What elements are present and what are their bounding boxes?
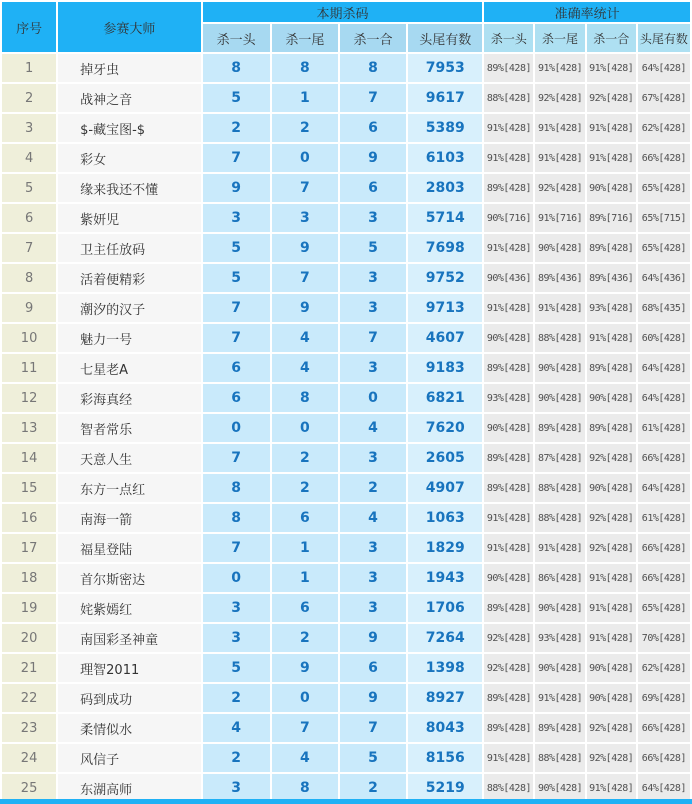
kill-sum-cell: 4 [340, 414, 406, 442]
table-row [2, 444, 690, 472]
headtail-number-cell: 8927 [408, 684, 482, 712]
kill-head-cell: 2 [203, 684, 270, 712]
acc-head-cell: 89%[428] [484, 354, 533, 382]
master-name-cell: 理智2011 [58, 654, 200, 682]
subheader-acc-headtail: 头尾有数 [638, 24, 690, 52]
index-cell: 18 [2, 564, 56, 592]
kill-head-cell: 8 [203, 474, 270, 502]
acc-head-cell: 90%[436] [484, 264, 533, 292]
acc-sum-cell: 91%[428] [587, 624, 636, 652]
index-cell: 13 [2, 414, 56, 442]
acc-tail-cell: 90%[428] [535, 354, 584, 382]
subheader-kill-headtail: 头尾有数 [408, 24, 482, 52]
headtail-number-cell: 7953 [408, 54, 482, 82]
kill-tail-cell: 4 [272, 744, 338, 772]
index-cell: 14 [2, 444, 56, 472]
table-row [2, 474, 690, 502]
kill-tail-cell: 4 [272, 324, 338, 352]
index-cell: 7 [2, 234, 56, 262]
acc-headtail-cell: 61%[428] [638, 504, 690, 532]
acc-sum-cell: 92%[428] [587, 714, 636, 742]
master-name-cell: 缘来我还不懂 [58, 174, 200, 202]
index-cell: 24 [2, 744, 56, 772]
master-name-cell: 码到成功 [58, 684, 200, 712]
kill-tail-cell: 4 [272, 354, 338, 382]
acc-sum-cell: 90%[428] [587, 474, 636, 502]
acc-head-cell: 90%[428] [484, 564, 533, 592]
kill-sum-cell: 3 [340, 204, 406, 232]
index-cell: 16 [2, 504, 56, 532]
table-row [2, 54, 690, 82]
kill-tail-cell: 7 [272, 174, 338, 202]
acc-head-cell: 90%[428] [484, 414, 533, 442]
master-name-cell: 姹紫嫣红 [58, 594, 200, 622]
kill-sum-cell: 0 [340, 384, 406, 412]
table-row [2, 384, 690, 412]
headtail-number-cell: 1829 [408, 534, 482, 562]
acc-sum-cell: 90%[428] [587, 174, 636, 202]
acc-head-cell: 91%[428] [484, 114, 533, 142]
acc-tail-cell: 89%[436] [535, 264, 584, 292]
headtail-number-cell: 4607 [408, 324, 482, 352]
acc-sum-cell: 90%[428] [587, 684, 636, 712]
kill-sum-cell: 9 [340, 684, 406, 712]
headtail-number-cell: 1398 [408, 654, 482, 682]
subheader-acc-head: 杀一头 [484, 24, 533, 52]
kill-tail-cell: 7 [272, 714, 338, 742]
kill-tail-cell: 3 [272, 204, 338, 232]
master-name-cell: 福星登陆 [58, 534, 200, 562]
index-cell: 9 [2, 294, 56, 322]
kill-tail-cell: 7 [272, 264, 338, 292]
subheader-kill-sum: 杀一合 [340, 24, 406, 52]
master-name-cell: 魅力一号 [58, 324, 200, 352]
kill-sum-cell: 6 [340, 114, 406, 142]
acc-head-cell: 89%[428] [484, 444, 533, 472]
kill-sum-cell: 2 [340, 474, 406, 502]
kill-sum-cell: 7 [340, 714, 406, 742]
kill-head-cell: 5 [203, 84, 270, 112]
kill-head-cell: 5 [203, 654, 270, 682]
acc-headtail-cell: 62%[428] [638, 114, 690, 142]
kill-head-cell: 8 [203, 504, 270, 532]
master-name-cell: 活着便精彩 [58, 264, 200, 292]
kill-sum-cell: 3 [340, 354, 406, 382]
acc-sum-cell: 91%[428] [587, 594, 636, 622]
acc-headtail-cell: 66%[428] [638, 534, 690, 562]
acc-head-cell: 92%[428] [484, 654, 533, 682]
master-name-cell: 智者常乐 [58, 414, 200, 442]
acc-headtail-cell: 65%[428] [638, 174, 690, 202]
kill-tail-cell: 6 [272, 504, 338, 532]
table-body [2, 54, 690, 802]
index-cell: 2 [2, 84, 56, 112]
index-cell: 11 [2, 354, 56, 382]
acc-head-cell: 92%[428] [484, 624, 533, 652]
kill-head-cell: 7 [203, 444, 270, 472]
acc-sum-cell: 89%[716] [587, 204, 636, 232]
headtail-number-cell: 9752 [408, 264, 482, 292]
table-row [2, 654, 690, 682]
bottom-blue-bar [0, 799, 692, 804]
acc-headtail-cell: 60%[428] [638, 324, 690, 352]
acc-head-cell: 88%[428] [484, 84, 533, 112]
table-row [2, 564, 690, 592]
kill-tail-cell: 2 [272, 624, 338, 652]
acc-head-cell: 91%[428] [484, 504, 533, 532]
kill-head-cell: 3 [203, 774, 270, 802]
table-row [2, 204, 690, 232]
acc-head-cell: 89%[428] [484, 54, 533, 82]
headtail-number-cell: 1063 [408, 504, 482, 532]
index-cell: 23 [2, 714, 56, 742]
index-cell: 1 [2, 54, 56, 82]
master-name-cell: $-藏宝图-$ [58, 114, 200, 142]
headtail-number-cell: 1706 [408, 594, 482, 622]
kill-tail-cell: 9 [272, 234, 338, 262]
headtail-number-cell: 4907 [408, 474, 482, 502]
master-name-cell: 风信子 [58, 744, 200, 772]
index-cell: 5 [2, 174, 56, 202]
acc-headtail-cell: 69%[428] [638, 684, 690, 712]
table-row [2, 174, 690, 202]
table-row [2, 324, 690, 352]
acc-tail-cell: 88%[428] [535, 504, 584, 532]
table-row [2, 144, 690, 172]
acc-head-cell: 89%[428] [484, 684, 533, 712]
acc-headtail-cell: 61%[428] [638, 414, 690, 442]
acc-headtail-cell: 64%[428] [638, 384, 690, 412]
acc-tail-cell: 91%[428] [535, 534, 584, 562]
acc-head-cell: 89%[428] [484, 174, 533, 202]
acc-tail-cell: 91%[716] [535, 204, 584, 232]
master-name-cell: 东湖高师 [58, 774, 200, 802]
master-name-cell: 首尔斯密达 [58, 564, 200, 592]
acc-sum-cell: 91%[428] [587, 54, 636, 82]
table-header [2, 2, 690, 52]
headtail-number-cell: 7698 [408, 234, 482, 262]
kill-sum-cell: 2 [340, 774, 406, 802]
kill-tail-cell: 2 [272, 474, 338, 502]
kill-head-cell: 2 [203, 114, 270, 142]
kill-head-cell: 9 [203, 174, 270, 202]
headtail-number-cell: 2803 [408, 174, 482, 202]
index-cell: 19 [2, 594, 56, 622]
headtail-number-cell: 7620 [408, 414, 482, 442]
kill-tail-cell: 9 [272, 294, 338, 322]
subheader-kill-tail: 杀一尾 [272, 24, 338, 52]
kill-sum-cell: 5 [340, 234, 406, 262]
acc-headtail-cell: 65%[428] [638, 234, 690, 262]
index-cell: 22 [2, 684, 56, 712]
acc-sum-cell: 93%[428] [587, 294, 636, 322]
index-cell: 17 [2, 534, 56, 562]
acc-head-cell: 90%[716] [484, 204, 533, 232]
acc-headtail-cell: 65%[715] [638, 204, 690, 232]
acc-sum-cell: 91%[428] [587, 564, 636, 592]
acc-sum-cell: 91%[428] [587, 774, 636, 802]
index-cell: 6 [2, 204, 56, 232]
acc-headtail-cell: 62%[428] [638, 654, 690, 682]
acc-sum-cell: 92%[428] [587, 84, 636, 112]
kill-sum-cell: 8 [340, 54, 406, 82]
acc-sum-cell: 92%[428] [587, 444, 636, 472]
acc-tail-cell: 88%[428] [535, 474, 584, 502]
kill-sum-cell: 3 [340, 564, 406, 592]
table-row [2, 624, 690, 652]
acc-headtail-cell: 66%[428] [638, 144, 690, 172]
acc-tail-cell: 88%[428] [535, 324, 584, 352]
kill-sum-cell: 7 [340, 324, 406, 352]
header-master: 参赛大师 [58, 2, 200, 52]
master-name-cell: 东方一点红 [58, 474, 200, 502]
acc-head-cell: 91%[428] [484, 294, 533, 322]
master-name-cell: 紫妍児 [58, 204, 200, 232]
master-name-cell: 彩女 [58, 144, 200, 172]
headtail-number-cell: 7264 [408, 624, 482, 652]
subheader-kill-head: 杀一头 [203, 24, 270, 52]
acc-headtail-cell: 64%[428] [638, 474, 690, 502]
acc-tail-cell: 87%[428] [535, 444, 584, 472]
acc-tail-cell: 91%[428] [535, 294, 584, 322]
acc-tail-cell: 91%[428] [535, 144, 584, 172]
kill-tail-cell: 0 [272, 414, 338, 442]
acc-headtail-cell: 66%[428] [638, 564, 690, 592]
acc-headtail-cell: 64%[428] [638, 354, 690, 382]
master-name-cell: 卫主任放码 [58, 234, 200, 262]
kill-head-cell: 2 [203, 744, 270, 772]
kill-tail-cell: 8 [272, 54, 338, 82]
kill-head-cell: 6 [203, 384, 270, 412]
acc-tail-cell: 90%[428] [535, 384, 584, 412]
headtail-number-cell: 6103 [408, 144, 482, 172]
acc-tail-cell: 92%[428] [535, 84, 584, 112]
index-cell: 21 [2, 654, 56, 682]
acc-sum-cell: 91%[428] [587, 144, 636, 172]
headtail-number-cell: 5714 [408, 204, 482, 232]
kill-head-cell: 5 [203, 264, 270, 292]
table-row [2, 114, 690, 142]
acc-tail-cell: 90%[428] [535, 594, 584, 622]
kill-sum-cell: 7 [340, 84, 406, 112]
kill-sum-cell: 5 [340, 744, 406, 772]
kill-tail-cell: 1 [272, 84, 338, 112]
index-cell: 12 [2, 384, 56, 412]
acc-headtail-cell: 66%[428] [638, 714, 690, 742]
acc-tail-cell: 90%[428] [535, 654, 584, 682]
kill-tail-cell: 2 [272, 444, 338, 472]
kill-head-cell: 0 [203, 414, 270, 442]
headtail-number-cell: 1943 [408, 564, 482, 592]
kill-head-cell: 7 [203, 324, 270, 352]
kill-head-cell: 7 [203, 534, 270, 562]
acc-tail-cell: 93%[428] [535, 624, 584, 652]
kill-head-cell: 8 [203, 54, 270, 82]
kill-sum-cell: 6 [340, 654, 406, 682]
master-name-cell: 潮汐的汉子 [58, 294, 200, 322]
table-row [2, 714, 690, 742]
kill-sum-cell: 4 [340, 504, 406, 532]
acc-headtail-cell: 65%[428] [638, 594, 690, 622]
table-row [2, 534, 690, 562]
master-name-cell: 战神之音 [58, 84, 200, 112]
table-row [2, 354, 690, 382]
index-cell: 3 [2, 114, 56, 142]
acc-tail-cell: 89%[428] [535, 714, 584, 742]
kill-head-cell: 3 [203, 624, 270, 652]
headtail-number-cell: 9713 [408, 294, 482, 322]
acc-sum-cell: 91%[428] [587, 114, 636, 142]
table-row [2, 264, 690, 292]
kill-sum-cell: 9 [340, 144, 406, 172]
kill-head-cell: 3 [203, 204, 270, 232]
master-name-cell: 南海一箭 [58, 504, 200, 532]
acc-sum-cell: 89%[428] [587, 414, 636, 442]
subheader-acc-tail: 杀一尾 [535, 24, 584, 52]
index-cell: 20 [2, 624, 56, 652]
subheader-acc-sum: 杀一合 [587, 24, 636, 52]
kill-sum-cell: 3 [340, 444, 406, 472]
headtail-number-cell: 6821 [408, 384, 482, 412]
kill-tail-cell: 8 [272, 384, 338, 412]
acc-tail-cell: 86%[428] [535, 564, 584, 592]
acc-head-cell: 88%[428] [484, 774, 533, 802]
acc-headtail-cell: 66%[428] [638, 444, 690, 472]
acc-head-cell: 90%[428] [484, 324, 533, 352]
master-name-cell: 柔情似水 [58, 714, 200, 742]
acc-head-cell: 89%[428] [484, 474, 533, 502]
headtail-number-cell: 5219 [408, 774, 482, 802]
headtail-number-cell: 8156 [408, 744, 482, 772]
header-index: 序号 [2, 2, 56, 52]
headtail-number-cell: 9183 [408, 354, 482, 382]
acc-headtail-cell: 67%[428] [638, 84, 690, 112]
acc-head-cell: 91%[428] [484, 144, 533, 172]
acc-tail-cell: 89%[428] [535, 414, 584, 442]
acc-tail-cell: 88%[428] [535, 744, 584, 772]
kill-sum-cell: 3 [340, 264, 406, 292]
kill-head-cell: 0 [203, 564, 270, 592]
index-cell: 8 [2, 264, 56, 292]
acc-sum-cell: 92%[428] [587, 504, 636, 532]
acc-headtail-cell: 68%[435] [638, 294, 690, 322]
acc-headtail-cell: 64%[428] [638, 54, 690, 82]
kill-head-cell: 7 [203, 294, 270, 322]
master-name-cell: 天意人生 [58, 444, 200, 472]
header-kill-group: 本期杀码 [203, 2, 483, 22]
kill-head-cell: 6 [203, 354, 270, 382]
table-row [2, 294, 690, 322]
master-name-cell: 掉牙虫 [58, 54, 200, 82]
acc-sum-cell: 90%[428] [587, 654, 636, 682]
table-row [2, 744, 690, 772]
kill-head-cell: 7 [203, 144, 270, 172]
acc-sum-cell: 90%[428] [587, 384, 636, 412]
acc-headtail-cell: 64%[428] [638, 774, 690, 802]
acc-sum-cell: 92%[428] [587, 534, 636, 562]
acc-headtail-cell: 64%[436] [638, 264, 690, 292]
kill-tail-cell: 1 [272, 534, 338, 562]
kill-sum-cell: 3 [340, 534, 406, 562]
acc-tail-cell: 92%[428] [535, 174, 584, 202]
table-row [2, 684, 690, 712]
master-name-cell: 七星老A [58, 354, 200, 382]
acc-sum-cell: 89%[428] [587, 354, 636, 382]
acc-headtail-cell: 66%[428] [638, 744, 690, 772]
kill-head-cell: 5 [203, 234, 270, 262]
kill-tail-cell: 0 [272, 684, 338, 712]
kill-sum-cell: 3 [340, 594, 406, 622]
acc-tail-cell: 91%[428] [535, 114, 584, 142]
acc-sum-cell: 89%[428] [587, 234, 636, 262]
kill-head-cell: 4 [203, 714, 270, 742]
master-name-cell: 彩海真经 [58, 384, 200, 412]
master-name-cell: 南国彩圣神童 [58, 624, 200, 652]
headtail-number-cell: 5389 [408, 114, 482, 142]
acc-tail-cell: 91%[428] [535, 684, 584, 712]
acc-headtail-cell: 70%[428] [638, 624, 690, 652]
acc-tail-cell: 91%[428] [535, 54, 584, 82]
headtail-number-cell: 8043 [408, 714, 482, 742]
index-cell: 25 [2, 774, 56, 802]
acc-sum-cell: 91%[428] [587, 324, 636, 352]
acc-head-cell: 93%[428] [484, 384, 533, 412]
acc-tail-cell: 90%[428] [535, 234, 584, 262]
kill-tail-cell: 6 [272, 594, 338, 622]
acc-head-cell: 91%[428] [484, 534, 533, 562]
table-row [2, 594, 690, 622]
header-accuracy-group: 准确率统计 [484, 2, 690, 22]
kill-sum-cell: 6 [340, 174, 406, 202]
acc-head-cell: 89%[428] [484, 594, 533, 622]
kill-tail-cell: 9 [272, 654, 338, 682]
acc-head-cell: 91%[428] [484, 744, 533, 772]
index-cell: 15 [2, 474, 56, 502]
header-row-groups [2, 2, 690, 22]
acc-head-cell: 91%[428] [484, 234, 533, 262]
kill-sum-cell: 3 [340, 294, 406, 322]
acc-tail-cell: 90%[428] [535, 774, 584, 802]
kill-tail-cell: 0 [272, 144, 338, 172]
table-row [2, 774, 690, 802]
acc-sum-cell: 89%[436] [587, 264, 636, 292]
kill-tail-cell: 2 [272, 114, 338, 142]
table-row [2, 414, 690, 442]
acc-head-cell: 89%[428] [484, 714, 533, 742]
acc-sum-cell: 92%[428] [587, 744, 636, 772]
index-cell: 4 [2, 144, 56, 172]
kill-head-cell: 3 [203, 594, 270, 622]
headtail-number-cell: 9617 [408, 84, 482, 112]
table-row [2, 504, 690, 532]
kill-sum-cell: 9 [340, 624, 406, 652]
kill-tail-cell: 8 [272, 774, 338, 802]
index-cell: 10 [2, 324, 56, 352]
table-row [2, 84, 690, 112]
table-row [2, 234, 690, 262]
kill-tail-cell: 1 [272, 564, 338, 592]
headtail-number-cell: 2605 [408, 444, 482, 472]
